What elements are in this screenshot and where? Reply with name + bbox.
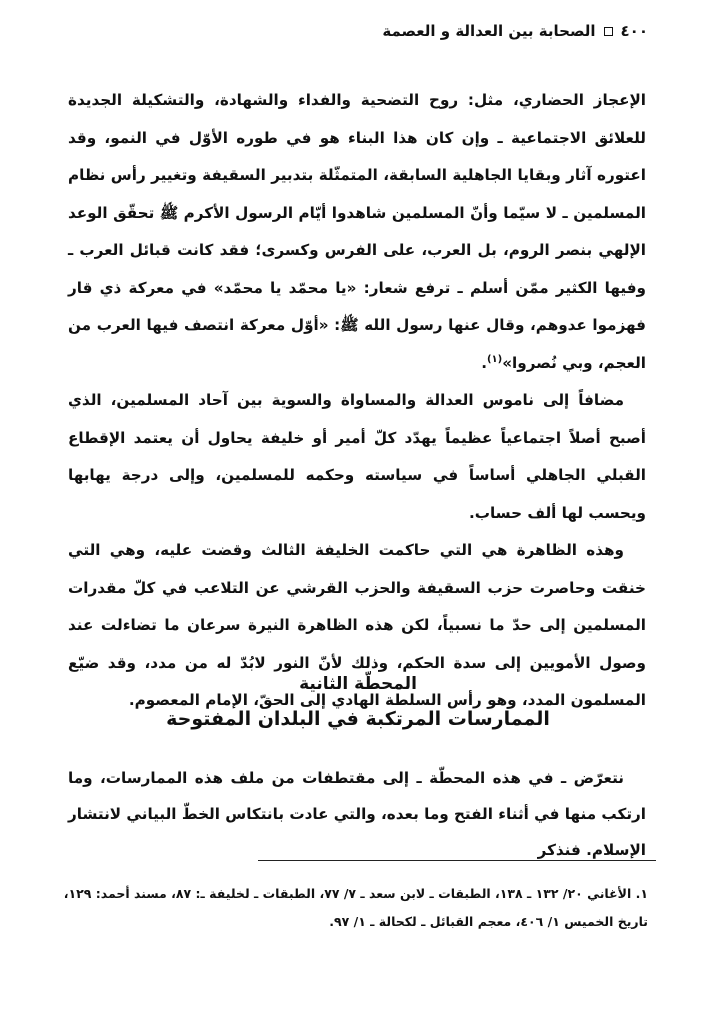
footnotes [60, 880, 648, 936]
main-text [68, 82, 646, 720]
section-title: المحطّة الثانية [299, 674, 417, 694]
square-ornament-icon [604, 27, 613, 36]
footnote-1: ١. الأغاني ٢٠/ ١٣٢ ـ ١٣٨، الطبقات ـ لابن سعد ـ ٧/ ٧٧، الطبقات ـ لخليفة ـ: ٨٧، مسند أحمد: ١٢٩، تاريخ الخميس ١/ ٤٠٦، معجم القبائل ـ لكحالة ـ ١/ ٩٧. [63, 886, 648, 929]
paragraph-2: مضافاً إلى ناموس العدالة والمساواة والسوية بين آحاد المسلمين، الذي أصبح أصلاً اجتماعياً عظيماً يهدّد كلّ أمير أو خليفة يحاول أن يعتمد الإقطاع القبلي الجاهلي أساساً في سياسته وحكمه للمسلمين، وإلى درجة يهابها ويحسب لها ألف حساب. [68, 391, 646, 522]
paragraph-3: وهذه الظاهرة هي التي حاكمت الخليفة الثالث وقضت عليه، وهي التي خنقت وحاصرت حزب السقيفة والحزب القرشي عن التلاعب في كلّ مقدرات المسلمين إلى حدّ ما نسبياً، لكن هذه الظاهرة النيرة سرعان ما تضاءلت عند وصول الأمويين إلى سدة الحكم، وذلك لأنّ النور لابُدّ له من مدد، وقد ضيّع المسلمون المدد، وهو رأس السلطة الهادي إلى الحقّ، الإمام المعصوم. [68, 541, 646, 709]
paragraph-1: الإعجاز الحضاري، مثل: روح التضحية والفداء والشهادة، والتشكيلة الجديدة للعلائق الاجتماعية ـ وإن كان هذا البناء هو في طوره الأوّل في النمو، وقد اعتوره آثار وبقايا الجاهلية السابقة، المتمثّلة بتدبير السقيفة وتغيير رأس نظام المسلمين ـ لا سيّما وأنّ المسلمين شاهدوا أيّام الرسول الأكرم ﷺ تحقّق الوعد الإلهي بنصر الروم، بل العرب، على الفرس وكسرى؛ فقد كانت قبائل العرب ـ وفيها الكثير ممّن أسلم ـ ترفع شعار: «يا محمّد يا محمّد» في معركة ذي قار فهزموا عدوهم، وقال عنها رسول الله ﷺ: «أوّل معركة انتصف فيها العرب من العجم، وبي نُصروا»$^{(١)}$. [68, 91, 646, 372]
footnote-ref[interactable]: (١) [486, 353, 503, 365]
page-number: ٤٠٠ [620, 22, 648, 40]
section-subtitle: الممارسات المرتكبة في البلدان المفتوحة [166, 708, 550, 730]
section-text [68, 760, 646, 868]
footnote-divider [258, 860, 656, 861]
section-paragraph: نتعرّض ـ في هذه المحطّة ـ إلى مقتطفات من ملف هذه الممارسات، وما ارتكب منها في أثناء الفتح وما بعده، والتي عادت بانتكاس الخطّ البياني لانتشار الإسلام. فنذكر [68, 769, 646, 859]
book-title: الصحابة بين العدالة و العصمة [382, 22, 596, 40]
running-header [60, 22, 648, 40]
section-heading [0, 667, 716, 737]
